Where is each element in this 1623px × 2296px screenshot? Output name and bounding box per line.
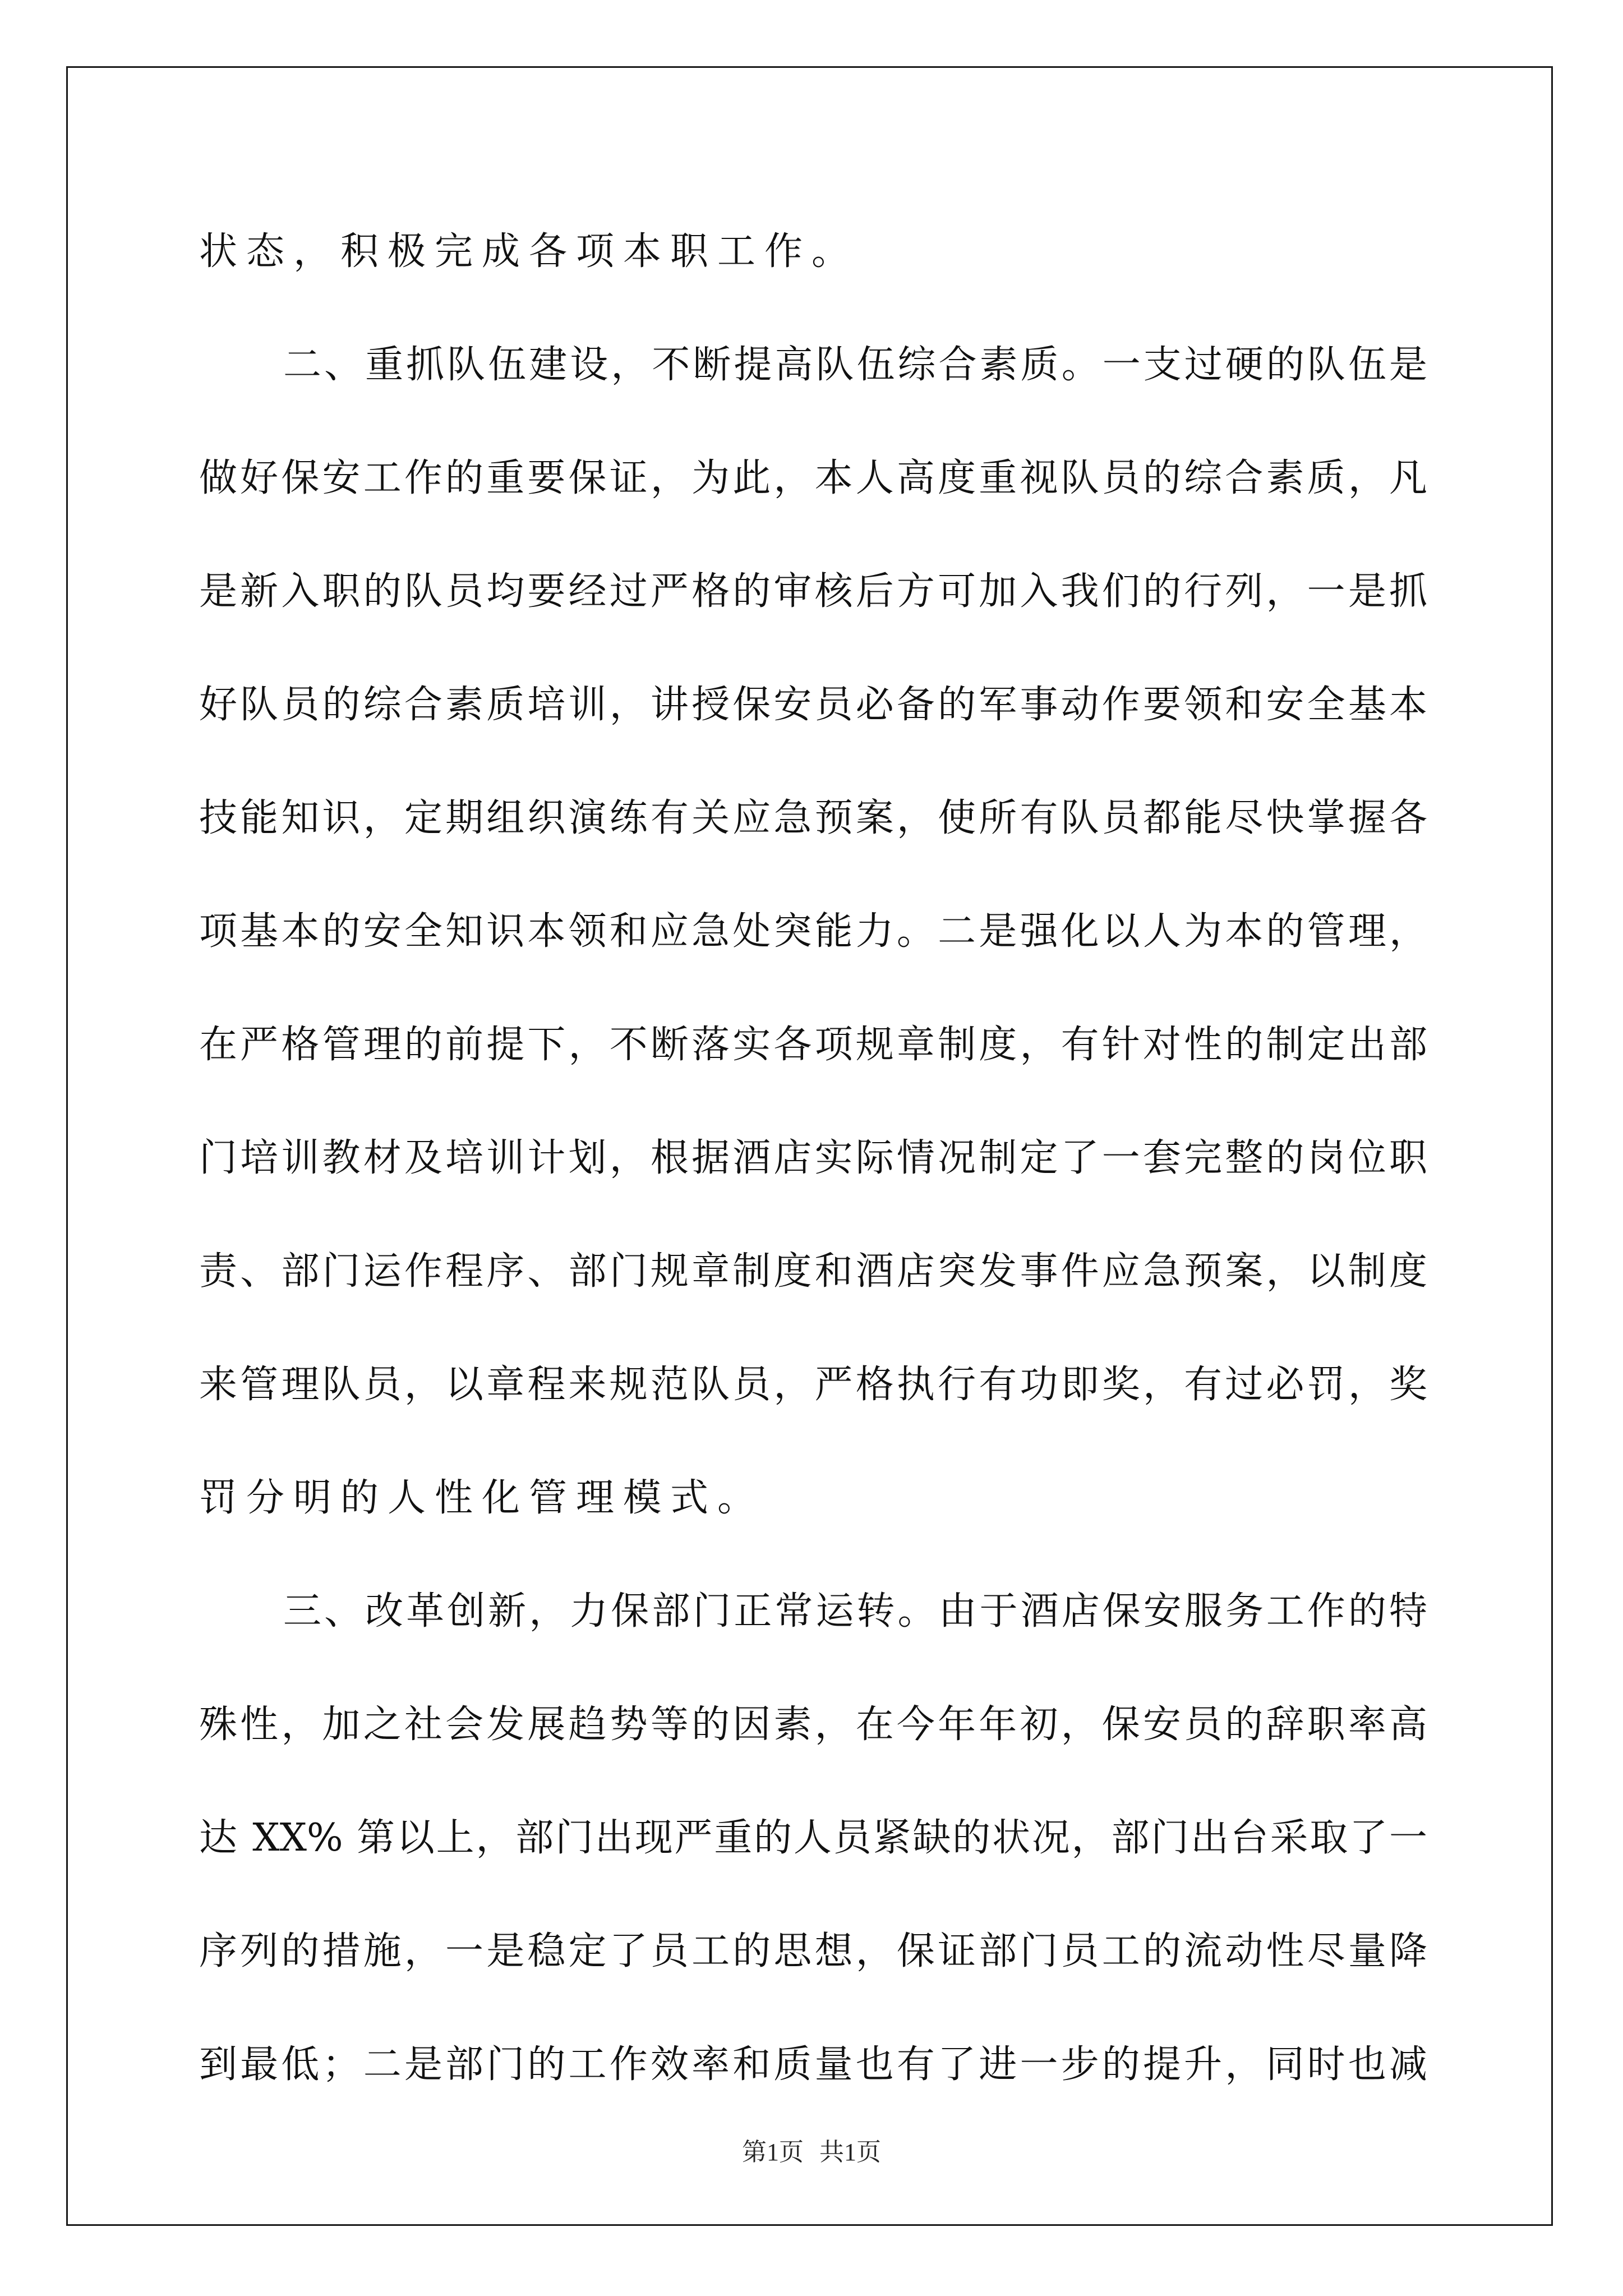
text-line: 罚分明的人性化管理模式。 [199,1476,765,1520]
page-total: 共1页 [819,2138,881,2166]
text-line: 门培训教材及培训计划，根据酒店实际情况制定了一套完整的岗位职 [199,1136,1427,1180]
text-line: 状态，积极完成各项本职工作。 [199,229,859,274]
text-line: 序列的措施，一是稳定了员工的思想，保证部门员工的流动性尽量降 [199,1929,1427,1973]
text-line: 责、部门运作程序、部门规章制度和酒店突发事件应急预案，以制度 [199,1249,1427,1294]
text-line: 好队员的综合素质培训，讲授保安员必备的军事动作要领和安全基本 [199,683,1427,727]
text-line: 技能知识，定期组织演练有关应急预案，使所有队员都能尽快掌握各 [199,796,1427,840]
document-body [199,210,1427,2136]
text-line: 三、改革创新，力保部门正常运转。由于酒店保安服务工作的特 [283,1589,1427,1634]
text-line: 做好保安工作的重要保证，为此，本人高度重视队员的综合素质，凡 [199,456,1427,500]
text-line: 项基本的安全知识本领和应急处突能力。二是强化以人为本的管理， [199,909,1427,954]
text-line: 到最低；二是部门的工作效率和质量也有了进一步的提升，同时也减 [199,2042,1427,2087]
text-line: 在严格管理的前提下，不断落实各项规章制度，有针对性的制定出部 [199,1023,1427,1067]
text-line: 二、重抓队伍建设，不断提高队伍综合素质。一支过硬的队伍是 [283,343,1427,387]
text-line: 殊性，加之社会发展趋势等的因素，在今年年初，保安员的辞职率高 [199,1703,1427,1747]
text-line: 来管理队员，以章程来规范队员，严格执行有功即奖，有过必罚，奖 [199,1363,1427,1407]
page-number: 第1页 [742,2138,804,2166]
page-footer [0,2132,1623,2168]
text-line: 是新入职的队员均要经过严格的审核后方可加入我们的行列，一是抓 [199,569,1427,614]
text-line: 达 XX% 第以上，部门出现严重的人员紧缺的状况，部门出台采取了一 [199,1816,1427,1860]
